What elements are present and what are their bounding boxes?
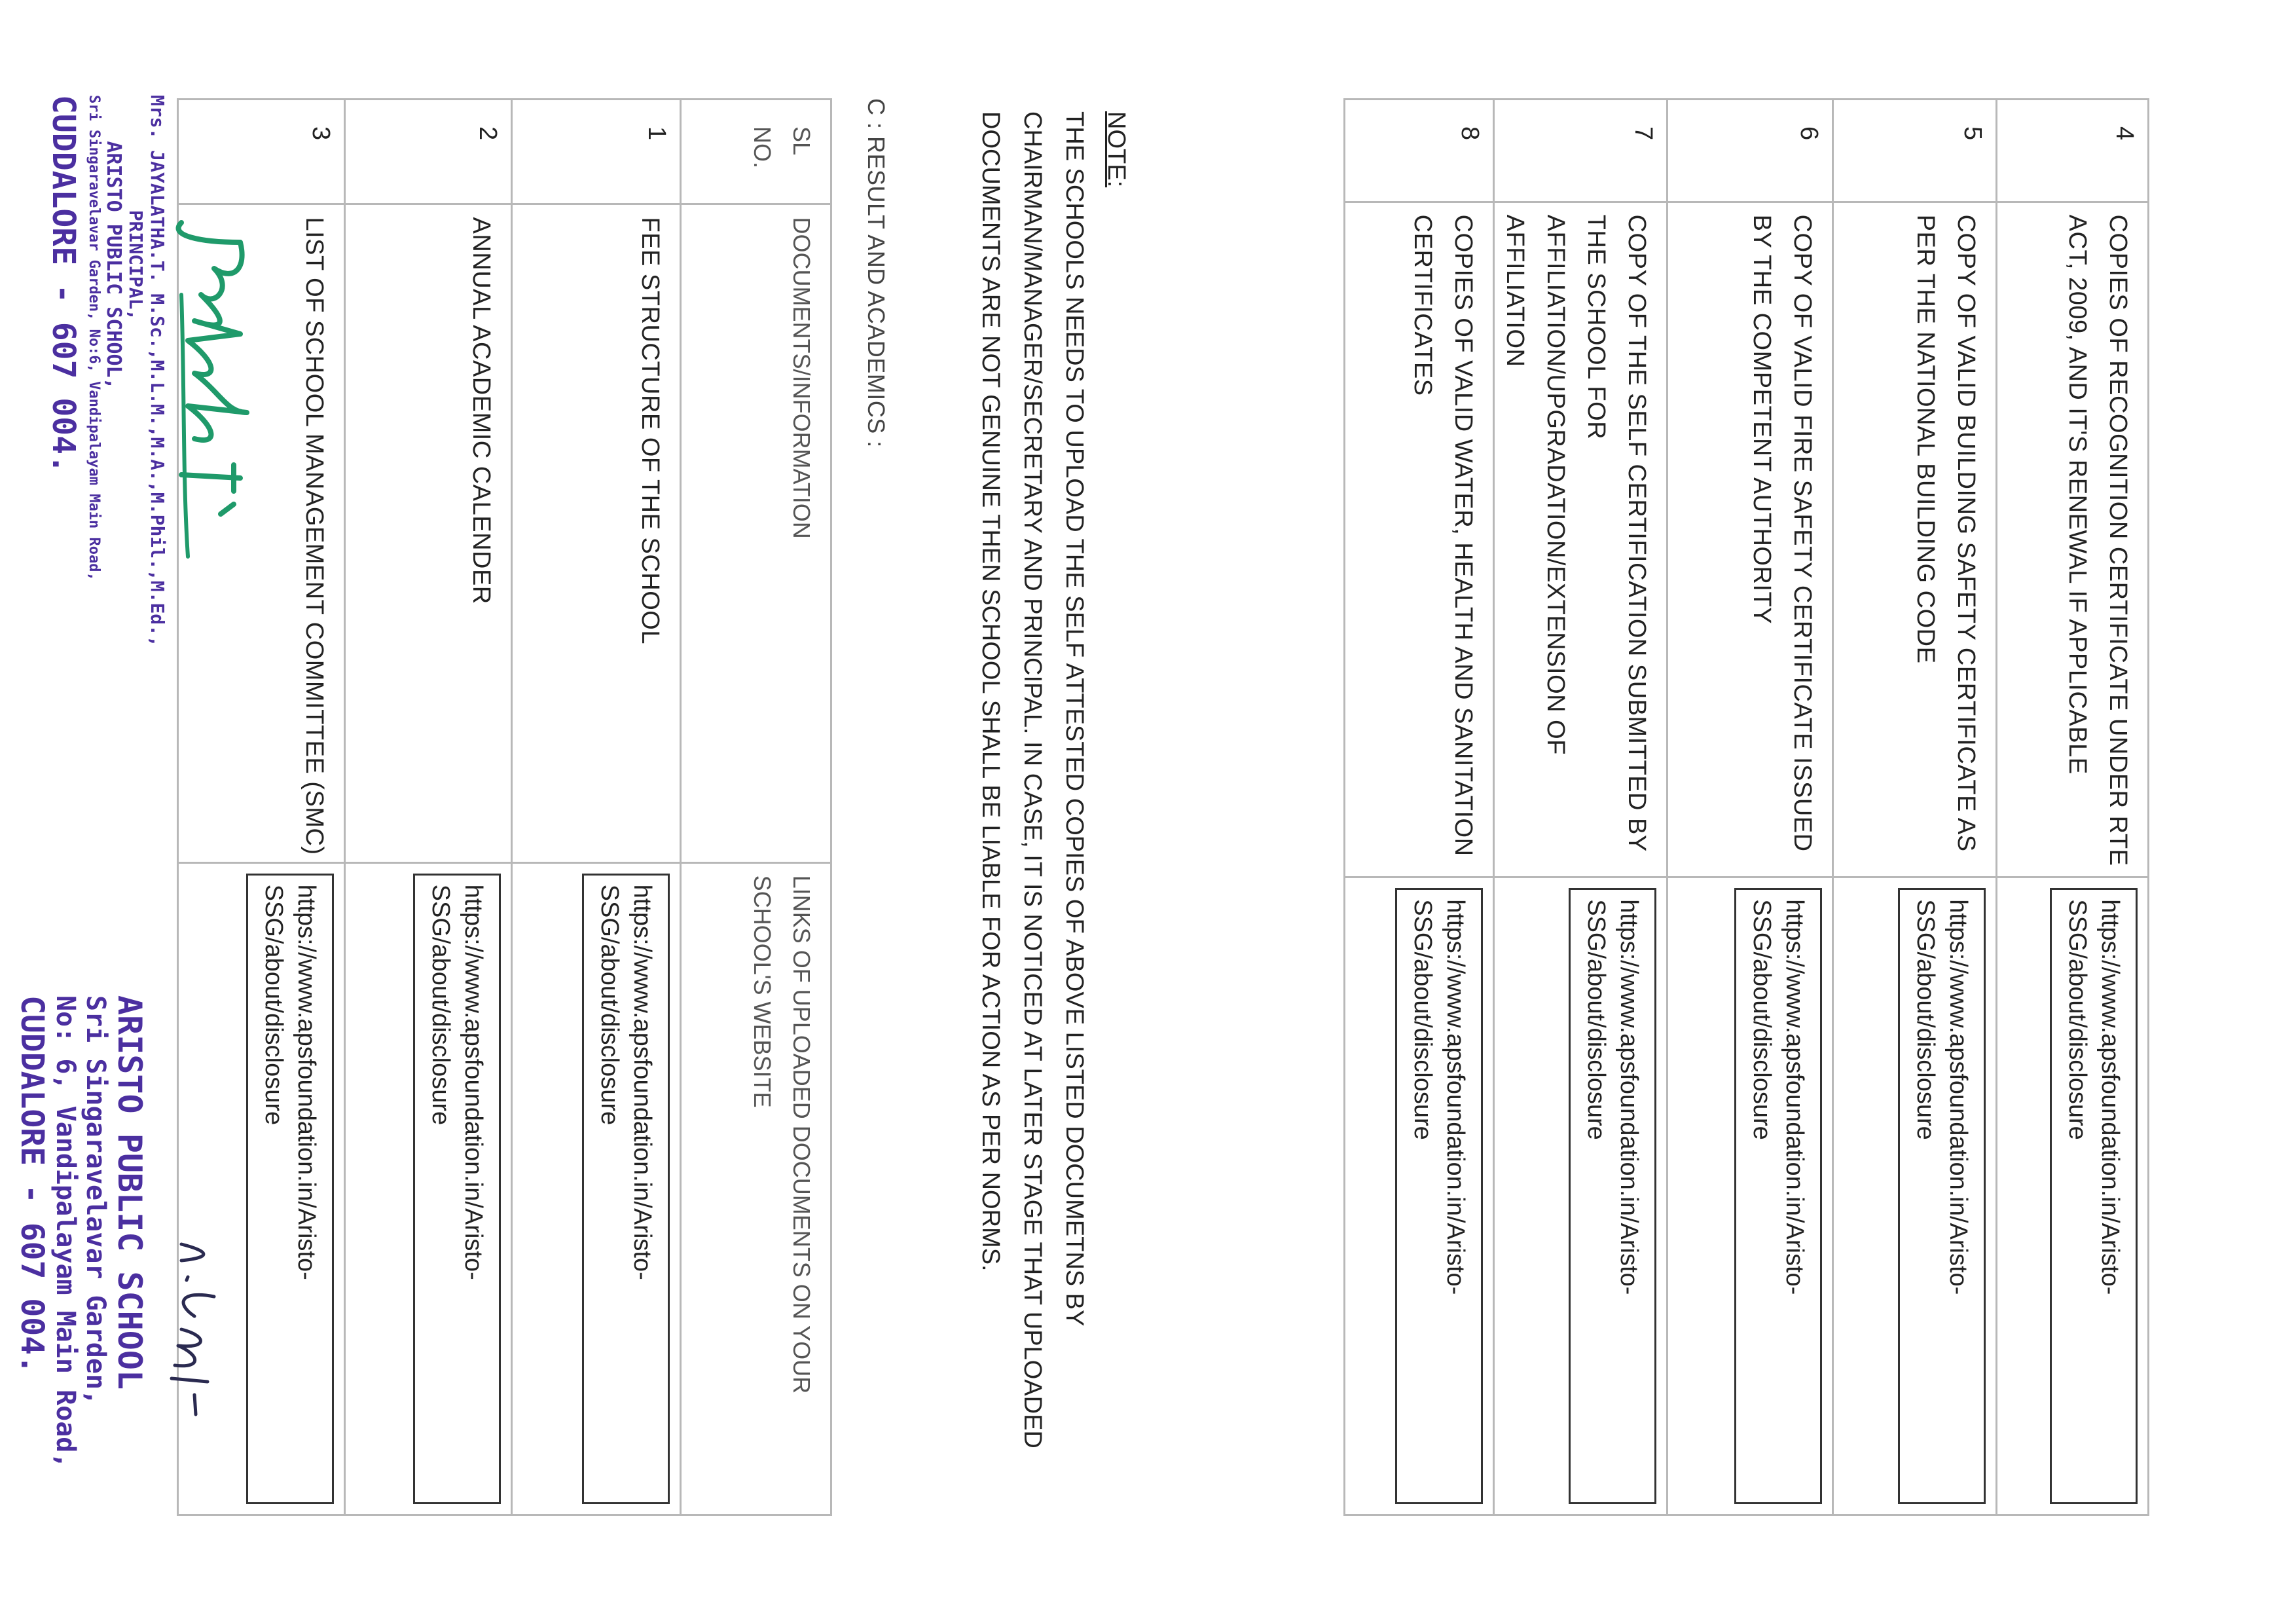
header-sl: SL NO.: [681, 100, 831, 204]
document-link[interactable]: https://www.apsfoundation.in/Aristo-SSG/about/disclosure: [1734, 888, 1822, 1504]
document-link[interactable]: https://www.apsfoundation.in/Aristo-SSG/about/disclosure: [413, 874, 501, 1504]
sl-number: 5: [1833, 100, 1997, 202]
sl-number: 2: [345, 100, 512, 204]
table-row: [1494, 100, 1667, 1515]
document-name: FEE STRUCTURE OF THE SCHOOL: [512, 204, 681, 862]
sl-number: 3: [178, 100, 345, 204]
section-c-title: C : RESULT AND ACADEMICS :: [863, 98, 890, 448]
note-block: [970, 111, 1137, 1565]
table-header-row: [681, 100, 831, 1515]
table-row: [1345, 100, 1494, 1515]
note-body: THE SCHOOLS NEEDS TO UPLOAD THE SELF ATTESTED COPIES OF ABOVE LISTED DOCUMETNS BY CHAIRMAN/MANAGER/SECRETARY AND PRINCIPAL. IN CASE, IT IS NOTICED AT LATER STAGE THAT UPLOADED DOCUMENTS ARE NOT GENUINE THEN SCHOOL SHALL BE LIABLE FOR ACTION AS PER NORMS.: [977, 111, 1088, 1449]
document-name: COPY OF VALID BUILDING SAFETY CERTIFICATE AS PER THE NATIONAL BUILDING CODE: [1833, 202, 1997, 877]
sl-number: 6: [1667, 100, 1833, 202]
principal-stamp: [45, 95, 168, 684]
document-name: COPIES OF VALID WATER, HEALTH AND SANITATION CERTIFICATES: [1345, 202, 1494, 877]
school-address-line2: No: 6, Vandipalayam Main Road,: [50, 995, 81, 1469]
document-name: COPIES OF RECOGNITION CERTIFICATE UNDER RTE ACT, 2009, AND IT'S RENEWAL IF APPLICABLE: [1997, 202, 2149, 877]
school-stamp: [14, 995, 149, 1585]
principal-signature: [155, 216, 260, 583]
document-link[interactable]: https://www.apsfoundation.in/Aristo-SSG/about/disclosure: [582, 874, 670, 1504]
result-academics-table: [177, 98, 832, 1516]
document-link[interactable]: https://www.apsfoundation.in/Aristo-SSG/about/disclosure: [1395, 888, 1483, 1504]
principal-city: CUDDALORE - 607 004.: [45, 95, 82, 473]
sl-number: 1: [512, 100, 681, 204]
document-name: COPY OF THE SELF CERTIFICATION SUBMITTED BY THE SCHOOL FOR AFFILIATION/UPGRADATION/EXTENSION OF AFFILIATION: [1494, 202, 1667, 877]
header-link: LINKS OF UPLOADED DOCUMENTS ON YOUR SCHOOL'S WEBSITE: [681, 862, 831, 1515]
school-address-line1: Sri Singaravelavar Garden,: [81, 995, 111, 1406]
school-city: CUDDALORE - 607 004.: [14, 995, 50, 1374]
sl-number: 4: [1997, 100, 2149, 202]
table-row: [1997, 100, 2149, 1515]
header-document: DOCUMENTS/INFORMATION: [681, 204, 831, 862]
principal-name: Mrs. JAYALATHA.T. M.Sc.,M.L.M.,M.A.,M.Phil.,M.Ed.,: [147, 95, 168, 647]
document-link[interactable]: https://www.apsfoundation.in/Aristo-SSG/about/disclosure: [1569, 888, 1656, 1504]
documents-table-top: [1343, 98, 2149, 1516]
document-link[interactable]: https://www.apsfoundation.in/Aristo-SSG/about/disclosure: [2050, 888, 2138, 1504]
sl-number: 8: [1345, 100, 1494, 202]
document-link[interactable]: https://www.apsfoundation.in/Aristo-SSG/about/disclosure: [1898, 888, 1986, 1504]
note-title: NOTE:: [1102, 111, 1130, 188]
principal-school: ARISTO PUBLIC SCHOOL,: [102, 141, 125, 390]
table-row: [1667, 100, 1833, 1515]
school-name: ARISTO PUBLIC SCHOOL: [111, 995, 149, 1390]
principal-title: PRINCIPAL,: [125, 210, 147, 321]
chairman-signature: [155, 1231, 234, 1428]
principal-address: Sri Singaravelavar Garden, No:6, Vandipalayam Main Road,: [86, 95, 102, 581]
document-name: ANNUAL ACADEMIC CALENDER: [345, 204, 512, 862]
document-name: COPY OF VALID FIRE SAFETY CERTIFICATE ISSUED BY THE COMPETENT AUTHORITY: [1667, 202, 1833, 877]
table-row: [1833, 100, 1997, 1515]
table-row: [345, 100, 512, 1515]
sl-number: 7: [1494, 100, 1667, 202]
table-row: [512, 100, 681, 1515]
document-link[interactable]: https://www.apsfoundation.in/Aristo-SSG/about/disclosure: [246, 874, 334, 1504]
document-name: LIST OF SCHOOL MANAGEMENT COMMITTEE (SMC): [178, 204, 345, 862]
